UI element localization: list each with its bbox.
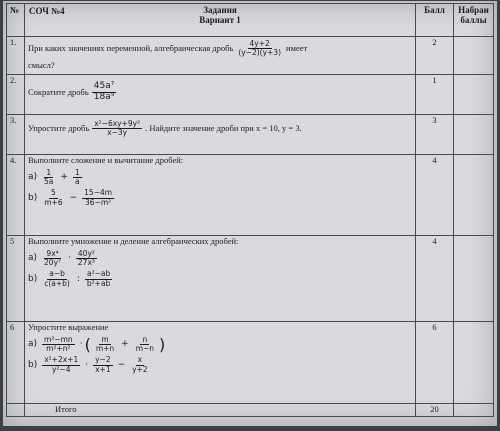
subtask-label: b) xyxy=(28,359,38,370)
subtask-b xyxy=(28,189,412,207)
earned-cell xyxy=(454,236,494,322)
subtask-a xyxy=(28,169,412,187)
fraction xyxy=(236,40,283,58)
fraction-numerator: y−2 xyxy=(95,355,111,365)
task-number: 5 xyxy=(7,236,25,322)
fraction-numerator: x xyxy=(137,355,143,365)
fraction-numerator: a−b xyxy=(49,269,65,279)
task-row-2 xyxy=(7,75,494,115)
fraction xyxy=(42,250,63,268)
fraction-numerator: 45a⁷ xyxy=(93,81,115,91)
left-paren: ( xyxy=(84,334,91,354)
fraction-denominator: m+6 xyxy=(44,197,63,207)
fraction-numerator: 5 xyxy=(51,188,56,198)
operator: + xyxy=(60,172,68,183)
task-number: 2. xyxy=(7,75,25,115)
task-number: 1. xyxy=(7,37,25,75)
task-text: Упростите выражение xyxy=(28,322,109,332)
earned-cell xyxy=(454,75,494,115)
task-text: Упростите дробь xyxy=(28,122,90,133)
operator: · xyxy=(79,339,83,350)
fraction-numerator: m²−mn xyxy=(44,334,73,344)
fraction xyxy=(82,189,114,207)
fraction xyxy=(42,270,72,288)
fraction-numerator: a²−ab xyxy=(86,269,111,279)
assessment-table xyxy=(6,3,494,417)
fraction-numerator: 9x⁴ xyxy=(46,248,59,258)
earned-cell xyxy=(454,115,494,155)
operator: · xyxy=(85,359,89,370)
fraction-denominator: 5a xyxy=(44,177,54,187)
fraction-numerator: 15−4m xyxy=(84,188,113,198)
header-score: Балл xyxy=(416,4,454,37)
header-num: № xyxy=(7,4,25,37)
task-text-after: имеет xyxy=(286,42,308,53)
fraction-numerator: 1 xyxy=(74,167,80,177)
header-earned-line1: Набран xyxy=(458,5,489,15)
fraction-numerator: x²+2x+1 xyxy=(44,355,79,365)
operator: · xyxy=(68,253,71,264)
task-row-5 xyxy=(7,236,494,322)
header-row xyxy=(7,4,494,37)
fraction-denominator: y²−4 xyxy=(51,364,71,374)
fraction-numerator: 40y² xyxy=(77,248,95,258)
subtask-a xyxy=(28,250,412,268)
fraction-denominator: (y−2)(y+3) xyxy=(238,48,282,58)
task-score: 1 xyxy=(416,75,454,115)
subtask-label: a) xyxy=(28,253,38,264)
task-score: 4 xyxy=(416,155,454,236)
task-text-after: . Найдите значение дроби при x = 10, y = 3. xyxy=(145,122,302,133)
task-row-1 xyxy=(7,37,494,75)
total-empty-cell xyxy=(7,404,25,417)
fraction-denominator: 27x³ xyxy=(77,258,95,268)
fraction-denominator: x+1 xyxy=(95,364,111,374)
task-content xyxy=(25,115,416,155)
task-content xyxy=(25,236,416,322)
fraction-denominator: c(a+b) xyxy=(44,278,70,288)
total-row xyxy=(7,404,494,417)
fraction xyxy=(134,336,156,354)
fraction-denominator: m−n xyxy=(135,344,155,354)
fraction xyxy=(130,356,150,374)
fraction xyxy=(76,250,97,268)
fraction-denominator: 20y⁷ xyxy=(44,258,62,268)
fraction-denominator: x−3y xyxy=(107,128,128,138)
task-text: Выполните сложение и вычитание дробей: xyxy=(28,155,184,165)
fraction-numerator: m xyxy=(101,334,109,344)
worksheet-photo xyxy=(3,1,497,426)
fraction-denominator: 18a⁹ xyxy=(93,91,115,102)
task-content xyxy=(25,75,416,115)
task-row-4 xyxy=(7,155,494,236)
fraction-numerator: 1 xyxy=(46,167,52,177)
task-text: Сократите дробь xyxy=(28,86,89,97)
fraction xyxy=(42,356,80,374)
task-content xyxy=(25,37,416,75)
fraction-numerator: n xyxy=(142,334,148,344)
subtask-b xyxy=(28,270,412,288)
header-tasks: Задания xyxy=(203,5,237,15)
subtask-label: a) xyxy=(28,172,38,183)
task-number: 6 xyxy=(7,322,25,404)
fraction-numerator: x²−6xy+9y² xyxy=(94,119,141,128)
task-text-line2: смысл? xyxy=(28,59,55,70)
fraction-denominator: 36−m² xyxy=(85,197,112,207)
header-earned xyxy=(454,4,494,37)
fraction xyxy=(42,169,55,187)
header-title xyxy=(25,4,416,37)
task-row-3 xyxy=(7,115,494,155)
fraction-numerator: 4y+2 xyxy=(249,39,270,48)
task-number: 4. xyxy=(7,155,25,236)
header-title-text: СОЧ №4 xyxy=(29,6,65,16)
subtask-a xyxy=(28,336,412,354)
operator: − xyxy=(69,192,78,203)
task-row-6 xyxy=(7,322,494,404)
operator: − xyxy=(117,359,126,370)
fraction xyxy=(92,82,117,103)
earned-cell xyxy=(454,322,494,404)
subtask-label: b) xyxy=(28,192,38,203)
total-label: Итого xyxy=(25,404,416,417)
subtask-b xyxy=(28,356,412,374)
fraction xyxy=(42,189,64,207)
task-content xyxy=(25,155,416,236)
earned-cell xyxy=(454,155,494,236)
total-score: 20 xyxy=(416,404,454,417)
task-score: 3 xyxy=(416,115,454,155)
fraction xyxy=(85,270,112,288)
header-earned-line2: баллы xyxy=(460,15,487,26)
fraction-denominator: m²+n² xyxy=(46,344,71,354)
fraction-denominator: y+2 xyxy=(132,364,148,374)
right-paren: ) xyxy=(159,334,166,354)
operator: + xyxy=(121,339,129,350)
total-earned-cell xyxy=(454,404,494,417)
fraction xyxy=(92,120,142,138)
task-score: 6 xyxy=(416,322,454,404)
fraction-denominator: a xyxy=(75,177,80,187)
task-text: Выполните умножение и деление алгебраических дробей: xyxy=(28,236,239,246)
earned-cell xyxy=(454,37,494,75)
fraction-denominator: b²+ab xyxy=(86,278,111,288)
task-text: При каких значениях переменной, алгебраическая дробь xyxy=(28,42,234,53)
task-score: 4 xyxy=(416,236,454,322)
header-variant: Вариант 1 xyxy=(199,15,241,26)
task-content xyxy=(25,322,416,404)
fraction xyxy=(93,356,113,374)
task-number: 3. xyxy=(7,115,25,155)
fraction-denominator: m+n xyxy=(95,344,115,354)
subtask-label: b) xyxy=(28,273,38,284)
operator: : xyxy=(76,273,80,284)
task-score: 2 xyxy=(416,37,454,75)
fraction xyxy=(42,336,75,354)
fraction xyxy=(73,169,82,187)
fraction xyxy=(94,336,116,354)
subtask-label: a) xyxy=(28,339,38,350)
